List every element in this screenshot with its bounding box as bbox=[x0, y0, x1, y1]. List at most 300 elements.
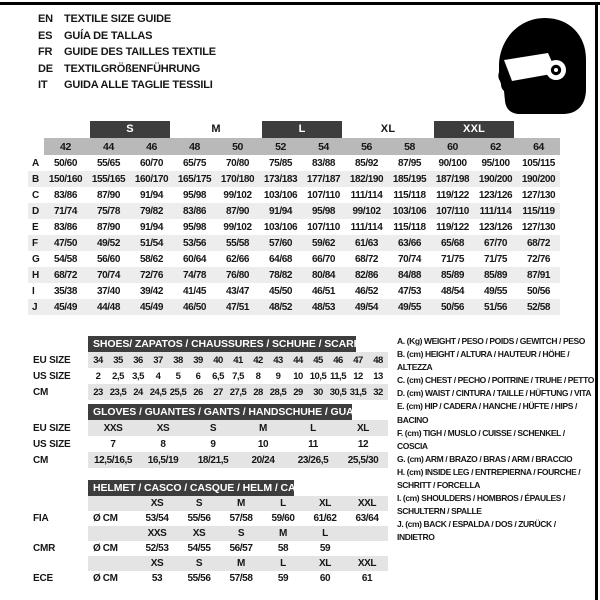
language-code: FR bbox=[38, 46, 53, 58]
helmet-size-header: S bbox=[220, 526, 262, 541]
measurement-cell: 51/54 bbox=[130, 235, 173, 251]
measurement-cell: 91/94 bbox=[139, 221, 164, 233]
measurement-cell: 39/42 bbox=[139, 285, 164, 297]
measurement-cell: 59/62 bbox=[302, 235, 345, 251]
size-cell: S bbox=[188, 420, 238, 436]
size-cell: 31,5 bbox=[348, 384, 368, 400]
size-cell: 39 bbox=[188, 352, 208, 368]
measurement-cell: 173/183 bbox=[259, 171, 302, 187]
language-code: EN bbox=[38, 13, 53, 25]
measurement-cell: 99/102 bbox=[223, 189, 252, 201]
helmet-size-header: M bbox=[262, 526, 304, 541]
size-cell: 6 bbox=[195, 370, 201, 382]
measurement-cell: 111/114 bbox=[350, 189, 383, 201]
measurement-cell: 51/56 bbox=[474, 299, 517, 315]
legend-item-thigh: F. (cm) TIGH / MUSLO / CUISSE / SCHENKEL / COSCIA bbox=[397, 427, 565, 451]
measurement-cell: 105/115 bbox=[522, 157, 555, 169]
size-group-XL bbox=[345, 121, 431, 138]
unit-label: Ø CM bbox=[93, 573, 118, 584]
measurement-cell: 41/45 bbox=[183, 285, 207, 297]
measurement-cell: 150/160 bbox=[44, 171, 87, 187]
measurement-cell: 48/53 bbox=[302, 299, 345, 315]
measurement-cell: 91/94 bbox=[259, 203, 302, 219]
measurement-cell: 45/49 bbox=[44, 299, 87, 315]
language-row bbox=[38, 77, 216, 94]
size-header-44: 44 bbox=[87, 138, 130, 155]
size-cell: 20/24 bbox=[238, 452, 288, 468]
measurement-cell: 55/65 bbox=[96, 157, 121, 169]
size-cell: 8 bbox=[255, 370, 261, 382]
legend-item-shoulders: I. (cm) SHOULDERS / HOMBROS / ÉPAULES / SCHULTERN / SPALLE bbox=[397, 493, 565, 517]
size-cell: 9 bbox=[210, 438, 216, 450]
row-label-J: J bbox=[28, 299, 44, 315]
language-row bbox=[38, 44, 216, 61]
helmet-size-header: XS bbox=[178, 526, 220, 541]
measurement-cell: 119/122 bbox=[436, 221, 469, 233]
size-cell: 2,5 bbox=[112, 370, 124, 382]
measurement-cell: 50/56 bbox=[431, 299, 474, 315]
size-cell: 7,5 bbox=[232, 370, 244, 382]
size-cell: 30,5 bbox=[328, 384, 348, 400]
size-cell: 7 bbox=[110, 438, 116, 450]
measurement-cell: 58/62 bbox=[139, 253, 164, 265]
spacer-cell bbox=[28, 496, 88, 511]
spacer-cell bbox=[44, 121, 87, 138]
size-cell: XS bbox=[138, 420, 188, 436]
size-cell: 28 bbox=[248, 384, 268, 400]
shoes-size-table bbox=[28, 336, 388, 400]
size-header-58: 58 bbox=[388, 138, 431, 155]
size-cell: 35 bbox=[108, 352, 128, 368]
measurement-legend bbox=[397, 335, 595, 545]
size-cell: 30 bbox=[308, 384, 328, 400]
measurement-cell: 53/56 bbox=[173, 235, 216, 251]
measurement-cell: 66/70 bbox=[312, 253, 336, 265]
title-cell bbox=[88, 336, 388, 352]
row-label-A: A bbox=[32, 157, 39, 169]
measurement-cell: 165/175 bbox=[173, 171, 216, 187]
measurement-cell: 63/66 bbox=[388, 235, 431, 251]
measurement-cell: 87/90 bbox=[96, 221, 121, 233]
size-cell: 46 bbox=[328, 352, 348, 368]
measurement-cell: 57/60 bbox=[259, 235, 302, 251]
size-cell: 47 bbox=[348, 352, 368, 368]
language-code: ES bbox=[38, 29, 53, 42]
language-list bbox=[38, 11, 216, 94]
size-group-XXL bbox=[431, 121, 517, 138]
measurement-cell: 67/70 bbox=[474, 235, 517, 251]
measurement-cell: 177/187 bbox=[302, 171, 345, 187]
helmet-icon bbox=[491, 15, 589, 117]
helmet-value-cell: 61/62 bbox=[313, 513, 337, 524]
row-label-B: B bbox=[28, 171, 44, 187]
measurement-cell: 84/88 bbox=[388, 267, 431, 283]
standard-label-CMR: CMR bbox=[33, 543, 56, 554]
measurement-cell: 127/130 bbox=[521, 189, 556, 201]
measurement-cell: 75/78 bbox=[87, 203, 130, 219]
size-group-label: XXL bbox=[434, 121, 514, 138]
legend-item-weight: A. (Kg) WEIGHT / PESO / POIDS / GEWITCH / PESO bbox=[397, 336, 585, 346]
size-cell: 25,5/30 bbox=[338, 452, 388, 468]
measurement-cell: 60/70 bbox=[139, 157, 164, 169]
size-header-48: 48 bbox=[173, 138, 216, 155]
standard-label-FIA: FIA bbox=[33, 513, 49, 524]
helmet-value-cell: 55/56 bbox=[187, 573, 211, 584]
measurement-cell: 71/75 bbox=[441, 253, 465, 265]
spacer-cell bbox=[28, 526, 88, 541]
measurement-cell: 68/72 bbox=[44, 267, 87, 283]
standard-label-ECE: ECE bbox=[33, 573, 53, 584]
measurement-cell: 103/106 bbox=[263, 221, 298, 233]
measurement-cell: 95/98 bbox=[183, 189, 207, 201]
size-header-42: 42 bbox=[44, 138, 87, 155]
size-group-label: L bbox=[262, 121, 342, 138]
row-label: US SIZE bbox=[33, 370, 71, 382]
measurement-cell: 99/102 bbox=[223, 221, 252, 233]
measurement-cell: 72/76 bbox=[130, 267, 173, 283]
measurement-cell: 48/54 bbox=[441, 285, 465, 297]
size-cell: 27,5 bbox=[228, 384, 248, 400]
measurement-cell: 127/130 bbox=[521, 221, 556, 233]
gloves_table-title: GLOVES / GUANTES / GANTS / HANDSCHUHE / GUANTI bbox=[88, 404, 352, 420]
measurement-cell: 48/52 bbox=[259, 299, 302, 315]
size-cell: XL bbox=[338, 420, 388, 436]
legend-item-waist: D. (cm) WAIST / CINTURA / TAILLE / HÜFTUNG / VITA bbox=[397, 388, 592, 399]
measurement-cell: 95/100 bbox=[481, 157, 510, 169]
helmet_table-title: HELMET / CASCO / CASQUE / HELM / CASCO bbox=[88, 480, 294, 496]
size-cell: 34 bbox=[88, 352, 108, 368]
size-cell: 38 bbox=[168, 352, 188, 368]
measurement-cell: 83/88 bbox=[312, 157, 336, 169]
measurement-cell: 80/84 bbox=[302, 267, 345, 283]
measurement-cell: 155/165 bbox=[87, 171, 130, 187]
measurement-cell: 49/55 bbox=[388, 299, 431, 315]
measurement-cell: 71/75 bbox=[484, 253, 508, 265]
size-cell: 37 bbox=[148, 352, 168, 368]
helmet-value-cell: 52/53 bbox=[145, 543, 169, 554]
measurement-cell: 74/78 bbox=[173, 267, 216, 283]
measurement-cell: 87/95 bbox=[398, 157, 422, 169]
measurement-cell: 103/106 bbox=[263, 189, 298, 201]
measurement-cell: 61/63 bbox=[345, 235, 388, 251]
language-row bbox=[38, 11, 216, 28]
helmet-value-cell: 53 bbox=[151, 573, 163, 584]
spacer-cell bbox=[28, 556, 88, 571]
measurement-cell: 90/100 bbox=[438, 157, 467, 169]
measurement-cell: 56/60 bbox=[96, 253, 121, 265]
helmet-value-cell: 54/55 bbox=[187, 543, 211, 554]
size-cell: 2 bbox=[95, 370, 101, 382]
size-cell: 42 bbox=[248, 352, 268, 368]
size-cell: 3,5 bbox=[132, 370, 144, 382]
measurement-cell: 115/119 bbox=[517, 203, 560, 219]
measurement-cell: 83/86 bbox=[53, 189, 78, 201]
measurement-cell: 111/114 bbox=[350, 221, 383, 233]
size-group-M bbox=[173, 121, 259, 138]
measurement-cell: 47/50 bbox=[44, 235, 87, 251]
measurement-cell: 82/86 bbox=[345, 267, 388, 283]
helmet-value-cell bbox=[346, 541, 388, 556]
spacer-cell bbox=[28, 480, 88, 496]
size-cell: 41 bbox=[228, 352, 248, 368]
measurement-cell: 85/89 bbox=[431, 267, 474, 283]
measurement-cell: 46/50 bbox=[173, 299, 216, 315]
measurement-cell: 107/110 bbox=[307, 189, 340, 201]
size-cell: 26 bbox=[188, 384, 208, 400]
measurement-cell: 46/51 bbox=[312, 285, 336, 297]
measurement-cell: 78/82 bbox=[259, 267, 302, 283]
helmet-value-cell: 58 bbox=[277, 543, 289, 554]
row-label-G: G bbox=[32, 253, 40, 265]
guide-title: GUIDE DES TAILLES TEXTILE bbox=[64, 46, 216, 58]
size-header-54: 54 bbox=[302, 138, 345, 155]
size-cell: 36 bbox=[128, 352, 148, 368]
size-cell: 13 bbox=[373, 370, 383, 382]
helmet-value-cell: 55/56 bbox=[187, 513, 211, 524]
size-group-L bbox=[259, 121, 345, 138]
language-code: DE bbox=[38, 62, 53, 75]
size-cell: M bbox=[238, 420, 288, 436]
size-cell: XXS bbox=[88, 420, 138, 436]
measurement-cell: 107/110 bbox=[431, 203, 474, 219]
size-header-62: 62 bbox=[474, 138, 517, 155]
helmet-size-header: XL bbox=[304, 556, 346, 571]
legend-item-height: B. (cm) HEIGHT / ALTURA / HAUTEUR / HÖHE / ALTEZZA bbox=[397, 349, 570, 373]
row-label: CM bbox=[33, 386, 49, 398]
title-cell bbox=[88, 404, 388, 420]
legend-item-insideleg: H. (cm) INSIDE LEG / ENTREPIERNA / FOURCHE / SCHRITT / FORCELLA bbox=[397, 466, 581, 491]
measurement-cell: 71/74 bbox=[44, 203, 87, 219]
measurement-cell: 87/90 bbox=[216, 203, 259, 219]
size-cell: 10,5 bbox=[309, 370, 327, 382]
measurement-cell: 70/74 bbox=[87, 267, 130, 283]
row-label: CM bbox=[33, 454, 49, 466]
measurement-cell: 37/40 bbox=[96, 285, 121, 297]
helmet-size-table bbox=[28, 480, 388, 586]
measurement-cell: 49/54 bbox=[345, 299, 388, 315]
size-cell: 23/26,5 bbox=[288, 452, 338, 468]
measurement-cell: 190/200 bbox=[474, 171, 517, 187]
size-cell: 32 bbox=[368, 384, 388, 400]
helmet-size-header: L bbox=[304, 526, 346, 541]
row-label: EU SIZE bbox=[33, 354, 71, 366]
measurement-cell: 115/118 bbox=[393, 221, 426, 233]
legend-item-chest: C. (cm) CHEST / PECHO / POITRINE / TRUHE / PETTO bbox=[397, 375, 594, 386]
measurement-cell: 68/72 bbox=[517, 235, 560, 251]
helmet-value-cell: 53/54 bbox=[145, 513, 169, 524]
measurement-cell: 54/58 bbox=[53, 253, 78, 265]
guide-title: GUIDA ALLE TAGLIE TESSILI bbox=[64, 79, 213, 91]
measurement-cell: 68/72 bbox=[355, 253, 379, 265]
language-row bbox=[38, 61, 216, 78]
spacer-cell bbox=[88, 526, 136, 541]
measurement-cell: 43/47 bbox=[226, 285, 250, 297]
row-label-C: C bbox=[32, 189, 39, 201]
size-cell: 10 bbox=[293, 370, 303, 382]
size-cell: 27 bbox=[208, 384, 228, 400]
measurement-cell: 83/86 bbox=[173, 203, 216, 219]
top-border bbox=[0, 2, 600, 5]
textile-size-table bbox=[28, 121, 560, 315]
row-label-D: D bbox=[28, 203, 44, 219]
measurement-cell: 45/49 bbox=[130, 299, 173, 315]
measurement-cell: 79/82 bbox=[130, 203, 173, 219]
size-header-60: 60 bbox=[431, 138, 474, 155]
measurement-cell: 123/126 bbox=[478, 221, 513, 233]
measurement-cell: 185/195 bbox=[388, 171, 431, 187]
size-cell: 12 bbox=[353, 370, 363, 382]
size-cell: 29 bbox=[288, 384, 308, 400]
size-group-S bbox=[87, 121, 173, 138]
row-label-I: I bbox=[32, 285, 35, 297]
measurement-cell: 111/114 bbox=[474, 203, 517, 219]
size-cell: 23 bbox=[88, 384, 108, 400]
helmet-size-header: M bbox=[220, 496, 262, 511]
measurement-cell: 87/90 bbox=[96, 189, 121, 201]
right-border bbox=[595, 2, 598, 600]
row-label-F: F bbox=[28, 235, 44, 251]
legend-item-arm: G. (cm) ARM / BRAZO / BRAS / ARM / BRACCIO bbox=[397, 453, 573, 464]
measurement-cell: 62/66 bbox=[226, 253, 250, 265]
size-cell: 4 bbox=[155, 370, 161, 382]
helmet-size-header: L bbox=[262, 556, 304, 571]
measurement-cell: 182/190 bbox=[345, 171, 388, 187]
legend-item-hip: E. (cm) HIP / CADERA / HANCHE / HÜFTE / HIPS / BACINO bbox=[397, 401, 577, 425]
size-cell: 5 bbox=[175, 370, 181, 382]
measurement-cell: 70/74 bbox=[398, 253, 422, 265]
measurement-cell: 65/68 bbox=[431, 235, 474, 251]
helmet-size-header: XS bbox=[136, 556, 178, 571]
row-label-H: H bbox=[28, 267, 44, 283]
helmet-size-header: XXS bbox=[136, 526, 178, 541]
helmet-size-header: S bbox=[178, 496, 220, 511]
spacer-cell bbox=[517, 121, 560, 138]
size-cell: 11 bbox=[308, 438, 318, 450]
measurement-cell: 103/106 bbox=[388, 203, 431, 219]
measurement-cell: 95/98 bbox=[183, 221, 207, 233]
size-group-label: XL bbox=[380, 123, 396, 135]
helmet-size-header: XXL bbox=[346, 556, 388, 571]
measurement-cell: 115/118 bbox=[393, 189, 426, 201]
spacer-cell bbox=[28, 336, 88, 352]
size-header-64: 64 bbox=[517, 138, 560, 155]
size-cell: 28,5 bbox=[268, 384, 288, 400]
spacer-cell bbox=[88, 496, 136, 511]
size-cell: 43 bbox=[268, 352, 288, 368]
measurement-cell: 47/51 bbox=[216, 299, 259, 315]
measurement-cell: 107/110 bbox=[307, 221, 340, 233]
size-cell: 10 bbox=[257, 438, 269, 450]
measurement-cell: 75/85 bbox=[269, 157, 293, 169]
unit-label: Ø CM bbox=[93, 543, 118, 554]
helmet-size-header: L bbox=[262, 496, 304, 511]
spacer-cell bbox=[28, 121, 44, 138]
helmet-size-header: XL bbox=[304, 496, 346, 511]
measurement-cell: 60/64 bbox=[183, 253, 207, 265]
size-header-46: 46 bbox=[130, 138, 173, 155]
helmet-value-cell: 57/58 bbox=[229, 513, 253, 524]
size-cell: 24 bbox=[128, 384, 148, 400]
measurement-cell: 44/48 bbox=[87, 299, 130, 315]
helmet-value-cell: 63/64 bbox=[355, 513, 379, 524]
measurement-cell: 91/94 bbox=[139, 189, 164, 201]
shoes_table-title: SHOES/ ZAPATOS / CHAUSSURES / SCHUHE / SCARPE bbox=[88, 336, 356, 352]
measurement-cell: 95/98 bbox=[302, 203, 345, 219]
size-cell: 12 bbox=[357, 438, 369, 450]
size-cell: 11,5 bbox=[330, 370, 346, 382]
helmet-value-cell: 60 bbox=[319, 573, 331, 584]
measurement-cell: 160/170 bbox=[130, 171, 173, 187]
gloves-size-table bbox=[28, 404, 388, 468]
language-code: IT bbox=[38, 79, 48, 91]
size-cell: 44 bbox=[288, 352, 308, 368]
measurement-cell: 72/76 bbox=[527, 253, 551, 265]
measurement-cell: 87/91 bbox=[517, 267, 560, 283]
helmet-value-cell: 57/58 bbox=[229, 573, 253, 584]
measurement-cell: 64/68 bbox=[269, 253, 293, 265]
size-cell: 24,5 bbox=[148, 384, 168, 400]
size-cell: 25,5 bbox=[168, 384, 188, 400]
measurement-cell: 55/58 bbox=[216, 235, 259, 251]
helmet-size-header: XS bbox=[136, 496, 178, 511]
size-header-56: 56 bbox=[345, 138, 388, 155]
measurement-cell: 123/126 bbox=[478, 189, 513, 201]
measurement-cell: 46/52 bbox=[355, 285, 379, 297]
guide-title: TEXTILE SIZE GUIDE bbox=[64, 13, 172, 25]
size-group-label: M bbox=[211, 123, 221, 135]
language-row bbox=[38, 28, 216, 45]
measurement-cell: 52/58 bbox=[517, 299, 560, 315]
measurement-cell: 76/80 bbox=[216, 267, 259, 283]
helmet-value-cell: 59 bbox=[277, 573, 289, 584]
guide-title: GUÍA DE TALLAS bbox=[64, 29, 153, 42]
guide-title: TEXTILGRÖßENFÜHRUNG bbox=[64, 62, 201, 75]
spacer-cell bbox=[88, 556, 136, 571]
helmet-value-cell: 59 bbox=[319, 543, 331, 554]
size-cell: 18/21,5 bbox=[188, 452, 238, 468]
measurement-cell: 49/52 bbox=[87, 235, 130, 251]
size-cell: 23,5 bbox=[108, 384, 128, 400]
title-cell bbox=[88, 480, 388, 496]
helmet-size-header bbox=[346, 526, 388, 541]
spacer-cell bbox=[28, 138, 44, 155]
measurement-cell: 187/198 bbox=[431, 171, 474, 187]
size-cell: 45 bbox=[308, 352, 328, 368]
measurement-cell: 70/80 bbox=[226, 157, 250, 169]
legend-item-back: J. (cm) BACK / ESPALDA / DOS / ZURÜCK / INDIETRO bbox=[397, 519, 556, 543]
size-header-52: 52 bbox=[259, 138, 302, 155]
row-label-E: E bbox=[32, 221, 39, 233]
measurement-cell: 47/53 bbox=[398, 285, 422, 297]
size-cell: 8 bbox=[160, 438, 166, 450]
size-cell: 9 bbox=[275, 370, 281, 382]
measurement-cell: 45/50 bbox=[269, 285, 293, 297]
row-label: US SIZE bbox=[33, 438, 71, 450]
size-cell: 12,5/16,5 bbox=[88, 452, 138, 468]
unit-label: Ø CM bbox=[93, 513, 118, 524]
size-cell: 40 bbox=[208, 352, 228, 368]
measurement-cell: 50/60 bbox=[53, 157, 78, 169]
helmet-size-header: M bbox=[220, 556, 262, 571]
row-label: EU SIZE bbox=[33, 422, 71, 434]
measurement-cell: 119/122 bbox=[436, 189, 469, 201]
measurement-cell: 65/75 bbox=[183, 157, 207, 169]
spacer-cell bbox=[28, 404, 88, 420]
measurement-cell: 83/86 bbox=[53, 221, 78, 233]
helmet-size-header: S bbox=[178, 556, 220, 571]
measurement-cell: 49/55 bbox=[484, 285, 508, 297]
size-cell: 48 bbox=[368, 352, 388, 368]
